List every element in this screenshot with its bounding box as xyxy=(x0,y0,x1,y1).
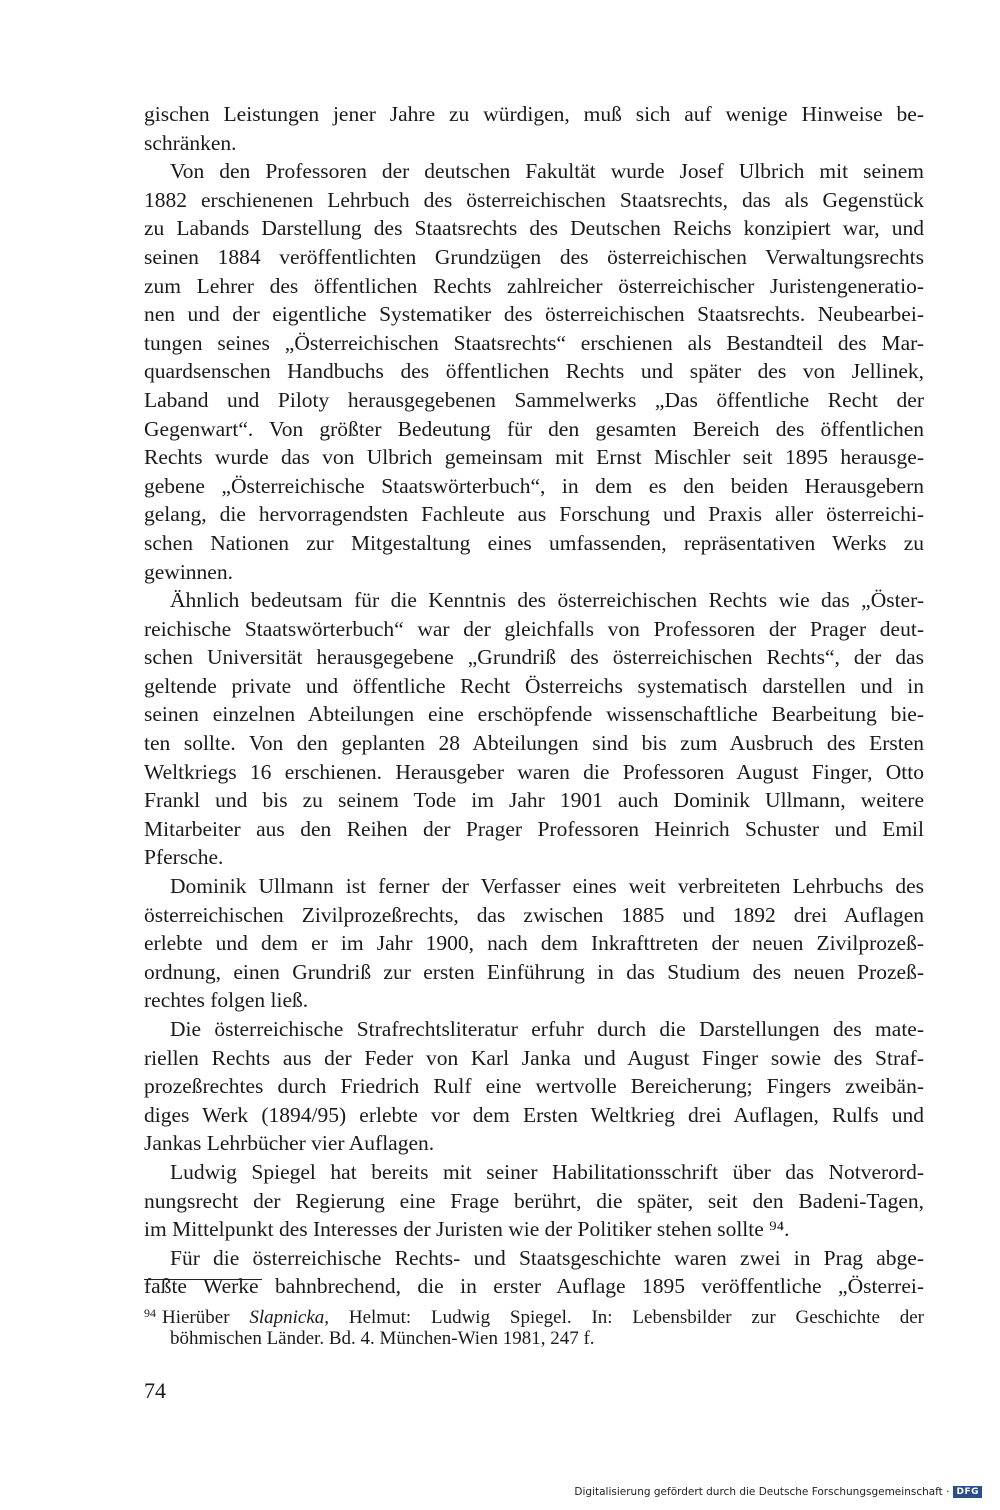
text-line: ordnung, einen Grundriß zur ersten Einführung in das Studium des neuen Prozeß- xyxy=(144,959,924,984)
digitization-note: Digitalisierung gefördert durch die Deutsche Forschungsgemeinschaft · xyxy=(574,1486,950,1498)
text-line: Von den Professoren der deutschen Fakultät wurde Josef Ulbrich mit seinem xyxy=(170,159,924,184)
text-line: nen und der eigentliche Systematiker des österreichischen Staatsrechts. Neubearbei- xyxy=(144,302,924,327)
footnote-line-1 xyxy=(144,1301,924,1326)
text-line: Jankas Lehrbücher vier Auflagen. xyxy=(144,1131,435,1156)
footnote-author: Slapnicka, xyxy=(249,1307,330,1328)
text-line: Ähnlich bedeutsam für die Kenntnis des österreichischen Rechts wie das „Öster- xyxy=(170,588,924,613)
footnote-number: 94 xyxy=(144,1306,156,1320)
text-line: erlebte und dem er im Jahr 1900, nach dem Inkrafttreten der neuen Zivilprozeß- xyxy=(144,931,924,956)
text-line: Weltkriegs 16 erschienen. Herausgeber waren die Professoren August Finger, Otto xyxy=(144,759,924,784)
text-line: Dominik Ullmann ist ferner der Verfasser eines weit verbreiteten Lehrbuchs des xyxy=(170,874,924,899)
text-line: geltende private und öffentliche Recht Österreichs systematisch darstellen und in xyxy=(144,673,924,698)
text-line: schränken. xyxy=(144,130,237,155)
text-line: ten sollte. Von den geplanten 28 Abteilungen sind bis zum Ausbruch des Ersten xyxy=(144,731,924,756)
text-line: 1882 erschienenen Lehrbuch des österreichischen Staatsrechts, das als Gegenstück xyxy=(144,187,924,212)
text-line: schen Nationen zur Mitgestaltung eines umfassenden, repräsentativen Werks zu xyxy=(144,530,924,555)
text-line: gewinnen. xyxy=(144,559,233,584)
page-number: 74 xyxy=(144,1378,166,1403)
text-line: Frankl und bis zu seinem Tode im Jahr 1901 auch Dominik Ullmann, weitere xyxy=(144,788,924,813)
text-line: Für die österreichische Rechts- und Staatsgeschichte waren zwei in Prag abge- xyxy=(170,1245,924,1270)
text-line: im Mittelpunkt des Interesses der Juristen wie der Politiker stehen sollte ⁹⁴. xyxy=(144,1217,790,1242)
text-line: quardsenschen Handbuchs des öffentlichen Rechts und später des von Jellinek, xyxy=(144,359,924,384)
footnote xyxy=(144,1301,924,1351)
text-line: gebene „Österreichische Staatswörterbuch“, in dem es den beiden Herausgebern xyxy=(144,473,924,498)
text-line: zum Lehrer des öffentlichen Rechts zahlreicher österreichischer Juristengeneratio- xyxy=(144,273,924,298)
text-line: prozeßrechtes durch Friedrich Rulf eine wertvolle Bereicherung; Fingers zweibän- xyxy=(144,1074,924,1099)
footnote-line-2: böhmischen Länder. Bd. 4. München-Wien 1981, 247 f. xyxy=(170,1328,595,1349)
text-line: Mitarbeiter aus den Reihen der Prager Professoren Heinrich Schuster und Emil xyxy=(144,816,924,841)
text-line: seinen einzelnen Abteilungen eine erschöpfende wissenschaftliche Bearbeitung bie- xyxy=(144,702,924,727)
text-line: Rechts wurde das von Ulbrich gemeinsam mit Ernst Mischler seit 1895 herausge- xyxy=(144,445,924,470)
text-line: nungsrecht der Regierung eine Frage berührt, die später, seit den Badeni-Tagen, xyxy=(144,1188,924,1213)
text-line: seinen 1884 veröffentlichten Grundzügen des österreichischen Verwaltungsrechts xyxy=(144,244,924,269)
text-line: Ludwig Spiegel hat bereits mit seiner Habilitationsschrift über das Notverord- xyxy=(170,1159,924,1184)
dfg-logo-icon: DFG xyxy=(953,1486,982,1498)
digitization-credit xyxy=(574,1486,982,1498)
text-line: diges Werk (1894/95) erlebte vor dem Ersten Weltkrieg drei Auflagen, Rulfs und xyxy=(144,1102,924,1127)
footnote-text-post: Helmut: Ludwig Spiegel. In: Lebensbilder zur Geschichte der xyxy=(329,1307,924,1328)
main-text-body xyxy=(144,100,924,1301)
text-line: österreichischen Zivilprozeßrechts, das zwischen 1885 und 1892 drei Auflagen xyxy=(144,902,924,927)
text-line: gelang, die hervorragendsten Fachleute aus Forschung und Praxis aller österreichi- xyxy=(144,502,924,527)
text-line: Pfersche. xyxy=(144,845,224,870)
text-line: Die österreichische Strafrechtsliteratur erfuhr durch die Darstellungen des mate- xyxy=(170,1017,924,1041)
text-line: schen Universität herausgegebene „Grundriß des österreichischen Rechts“, der das xyxy=(144,645,924,670)
footnote-text-pre: Hierüber xyxy=(162,1307,250,1328)
text-line: Gegenwart“. Von größter Bedeutung für den gesamten Bereich des öffentlichen xyxy=(144,416,924,441)
footnote-divider xyxy=(144,1279,262,1280)
text-line: zu Labands Darstellung des Staatsrechts des Deutschen Reichs konzipiert war, und xyxy=(144,216,924,241)
text-line: faßte Werke bahnbrechend, die in erster Auflage 1895 veröffentliche „Österrei- xyxy=(144,1274,924,1299)
text-line: tungen seines „Österreichischen Staatsrechts“ erschienen als Bestandteil des Mar- xyxy=(144,330,924,355)
text-line: Laband und Piloty herausgegebenen Sammelwerks „Das öffentliche Recht der xyxy=(144,387,924,412)
text-line: gischen Leistungen jener Jahre zu würdigen, muß sich auf wenige Hinweise be- xyxy=(144,102,924,126)
text-line: rechtes folgen ließ. xyxy=(144,988,309,1013)
text-line: riellen Rechts aus der Feder von Karl Janka und August Finger sowie des Straf- xyxy=(144,1045,924,1070)
text-line: reichische Staatswörterbuch“ war der gleichfalls von Professoren der Prager deut- xyxy=(144,616,924,641)
